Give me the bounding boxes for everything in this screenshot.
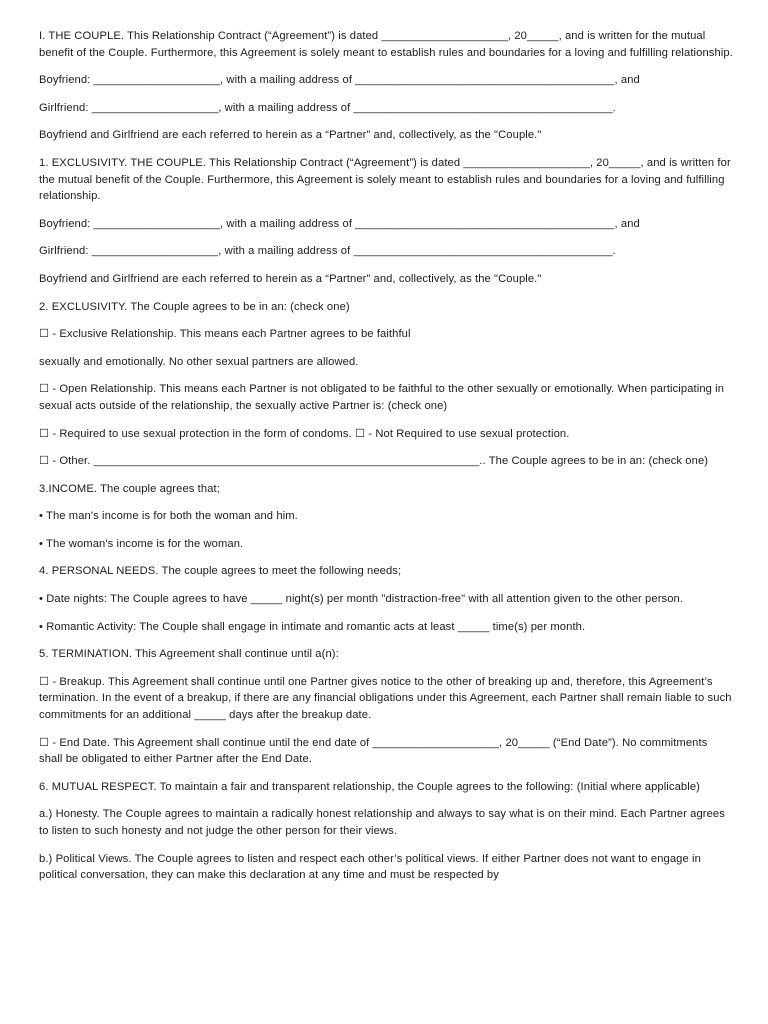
boyfriend-line-2: Boyfriend: ____________________, with a mailing address of _________________________________________, and: [39, 217, 640, 230]
partner-definition: Boyfriend and Girlfriend are each referred to herein as a “Partner” and, collectively, as the "Couple.": [39, 129, 542, 142]
protection-options: ☐ - Required to use sexual protection in the form of condoms. ☐ - Not Required to use sexual protection.: [39, 427, 570, 440]
romantic-activity-item: • Romantic Activity: The Couple shall engage in intimate and romantic acts at least _____ time(s) per month.: [39, 620, 586, 633]
date-nights-item: • Date nights: The Couple agrees to have _____ night(s) per month "distraction-free" with all attention given to the other person.: [39, 593, 684, 606]
income-item-woman: • The woman's income is for the woman.: [39, 537, 244, 550]
termination-heading: 5. TERMINATION. This Agreement shall continue until a(n):: [39, 648, 339, 661]
exclusivity-couple-paragraph: 1. EXCLUSIVITY. THE COUPLE. This Relationship Contract (“Agreement”) is dated ____________________, 20_____, and is written for the mutual benefit of the Couple. Furthermore, this Agreement is solely meant to establish rules and boundaries for a loving and fulfilling relationship.: [39, 156, 731, 203]
personal-needs-heading: 4. PERSONAL NEEDS. The couple agrees to meet the following needs;: [39, 565, 402, 578]
honesty-item: a.) Honesty. The Couple agrees to maintain a radically honest relationship and always to say what is on their mind. Each Partner agrees to listen to such honesty and not judge the other person for their views.: [39, 808, 725, 837]
mutual-respect-heading: 6. MUTUAL RESPECT. To maintain a fair and transparent relationship, the Couple agrees to the following: (Initial where applicable): [39, 780, 700, 793]
boyfriend-line: Boyfriend: ____________________, with a mailing address of _________________________________________, and: [39, 74, 640, 87]
girlfriend-line: Girlfriend: ____________________, with a mailing address of _________________________________________.: [39, 101, 616, 114]
income-heading: 3.INCOME. The couple agrees that;: [39, 482, 220, 495]
exclusive-option: ☐ - Exclusive Relationship. This means each Partner agrees to be faithful: [39, 328, 411, 341]
exclusive-option-continued: sexually and emotionally. No other sexual partners are allowed.: [39, 355, 359, 368]
intro-couple-paragraph: I. THE COUPLE. This Relationship Contract (“Agreement”) is dated ____________________, 20_____, and is written for the mutual benefit of the Couple. Furthermore, this Agreement is solely meant to establish rules and boundaries for a loving and fulfilling relationship.: [39, 30, 733, 59]
breakup-option: ☐ - Breakup. This Agreement shall continue until one Partner gives notice to the other of breaking up and, therefore, this Agreement’s termination. In the event of a breakup, if there are any financial obligations under this Agreement, each Partner shall remain liable to such commitments for an additional _____ days after the breakup date.: [39, 675, 732, 722]
document-page: [39, 28, 733, 895]
political-views-item: b.) Political Views. The Couple agrees to listen and respect each other’s political views. If either Partner does not want to engage in political conversation, they can make this declaration at any time and must be respected by: [39, 852, 701, 882]
girlfriend-line-2: Girlfriend: ____________________, with a mailing address of _________________________________________.: [39, 245, 616, 258]
income-item-man: • The man's income is for both the woman and him.: [39, 510, 298, 523]
other-option: ☐ - Other. _____________________________________________________________.. The Couple agrees to be in an: (check one): [39, 455, 709, 468]
open-option: ☐ - Open Relationship. This means each Partner is not obligated to be faithful to the other sexually or emotionally. When participating in sexual acts outside of the relationship, the sexually active Partner is: (check one): [39, 383, 725, 412]
partner-definition-2: Boyfriend and Girlfriend are each referred to herein as a “Partner” and, collectively, as the "Couple.": [39, 272, 542, 285]
exclusivity-heading: 2. EXCLUSIVITY. The Couple agrees to be in an: (check one): [39, 300, 350, 313]
end-date-option: ☐ - End Date. This Agreement shall continue until the end date of ____________________, 20_____ (“End Date”). No commitments shall be obligated to either Partner after the End Date.: [39, 736, 708, 766]
